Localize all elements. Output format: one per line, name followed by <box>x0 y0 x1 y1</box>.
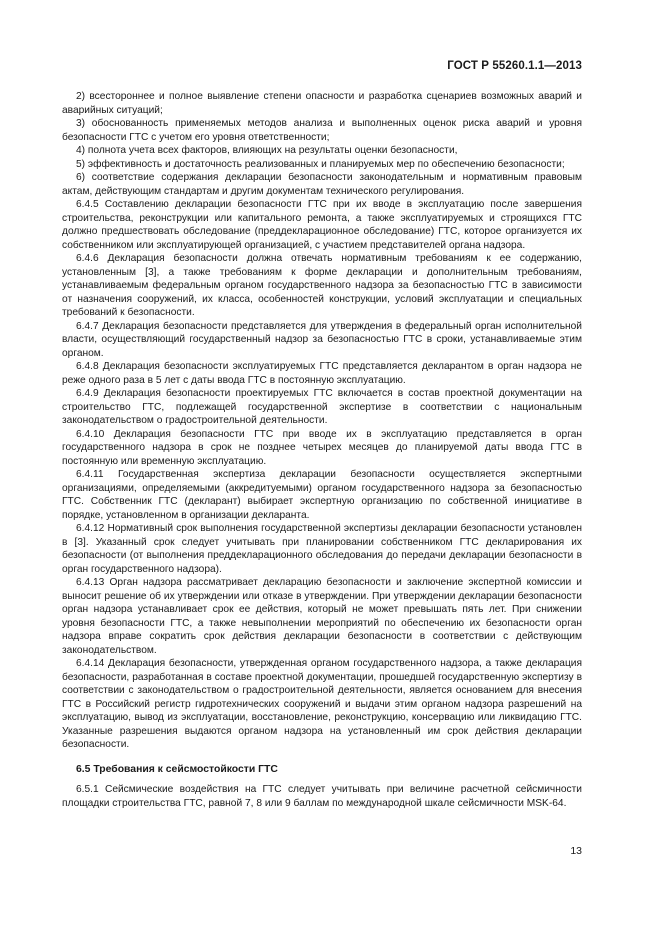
paragraph: 5) эффективность и достаточность реализованных и планируемых мер по обеспечению безопасности; <box>76 158 565 170</box>
paragraph: 6.5.1 Сейсмические воздействия на ГТС следует учитывать при величине расчетной сейсмичности площадки строительства ГТС, равной 7, 8 или 9 баллам по международной шкале сейсмичности MSK-64. <box>62 784 582 809</box>
paragraph: 6.4.10 Декларация безопасности ГТС при вводе их в эксплуатацию представляется в орган государственного надзора в срок не позднее четырех месяцев до планируемой даты ввода ГТС в постоянную или временную эксплуатацию. <box>62 428 582 467</box>
paragraph: 6.4.13 Орган надзора рассматривает декларацию безопасности и заключение экспертной комиссии и выносит решение об их утверждении или отказе в утверждении. При утверждении декларации безопасности орган надзора устанавливает срок ее действия, который не может превышать пять лет. При снижении уровня безопасности ГТС, а также невыполнении мероприятий по обеспечению их безопасности орган надзора вправе сократить срок действия декларации безопасности в соответствии с действующим законодательством. <box>62 577 582 656</box>
paragraph: 6.4.6 Декларация безопасности должна отвечать нормативным требованиям к ее содержанию, установленным [3], а также требованиям к форме декларации и дополнительным требованиям, устанавливаемым федеральным органом государственного надзора за безопасностью ГТС в зависимости от назначения сооружений, их класса, особенностей конструкции, условий эксплуатации и специальных требований к безопасности. <box>62 253 582 318</box>
paragraph: 6.4.11 Государственная экспертиза декларации безопасности осуществляется экспертными организациями, определяемыми (аккредитуемыми) органом государственного надзора за безопасностью ГТС. Собственник ГТС (декларант) выбирает экспертную организацию по собственной инициативе в порядке, установленном в организации декларанта. <box>62 469 582 521</box>
page-number: 13 <box>570 845 582 857</box>
paragraph: 6.4.5 Составлению декларации безопасности ГТС при их вводе в эксплуатацию после завершения строительства, реконструкции или капитального ремонта, а также эксплуатируемых и строящихся ГТС должно предшествовать обследование (преддекларационное обследование) ГТС, которое организуется их собственником или эксплуатирующей организацией, с участием представителей органа надзора. <box>62 199 582 251</box>
document-body <box>62 90 582 810</box>
section-heading: 6.5 Требования к сейсмостойкости ГТС <box>76 763 278 775</box>
paragraph: 6.4.12 Нормативный срок выполнения государственной экспертизы декларации безопасности установлен в [3]. Указанный срок следует учитывать при планировании собственником ГТС декларирования их безопасности (от выполнения преддекларационного обследования до передачи декларации безопасности в орган государственного надзора). <box>62 523 582 575</box>
paragraph: 4) полнота учета всех факторов, влияющих на результаты оценки безопасности, <box>76 145 458 156</box>
paragraph: 6) соответствие содержания декларации безопасности законодательным и нормативным правовым актам, действующим стандартам и другим документам технического регулирования. <box>62 172 582 197</box>
document-code-header: ГОСТ Р 55260.1.1—2013 <box>447 60 582 72</box>
paragraph: 6.4.7 Декларация безопасности представляется для утверждения в федеральный орган исполнительной власти, осуществляющий государственный надзор за безопасностью ГТС в сроки, устанавливаемые этим органом. <box>62 320 582 359</box>
paragraph: 6.4.14 Декларация безопасности, утвержденная органом государственного надзора, а также декларация безопасности, разработанная в составе проектной документации, прошедшей государственную экспертизу в соответствии с законодательством о градостроительной деятельности, является основанием для внесения ГТС в Российский регистр гидротехнических сооружений и выдачи этим органом надзора разрешений на эксплуатацию, вывод из эксплуатации, восстановление, реконструкцию, консервацию или ликвидацию ГТС. Указанные разрешения выдаются органом надзора на установленный им срок действия декларации безопасности. <box>62 658 582 750</box>
paragraph: 2) всестороннее и полное выявление степени опасности и разработка сценариев возможных аварий и аварийных ситуаций; <box>62 91 582 116</box>
paragraph: 6.4.8 Декларация безопасности эксплуатируемых ГТС представляется декларантом в орган надзора не реже одного раза в 5 лет с даты ввода ГТС в постоянную эксплуатацию. <box>62 361 582 386</box>
paragraph: 6.4.9 Декларация безопасности проектируемых ГТС включается в состав проектной документации на строительство ГТС, подлежащей государственной экспертизе в соответствии с национальным законодательством о градостроительной деятельности. <box>62 388 582 426</box>
paragraph: 3) обоснованность применяемых методов анализа и выполненных оценок риска аварий и уровня безопасности ГТС с учетом его уровня ответственности; <box>62 118 582 143</box>
